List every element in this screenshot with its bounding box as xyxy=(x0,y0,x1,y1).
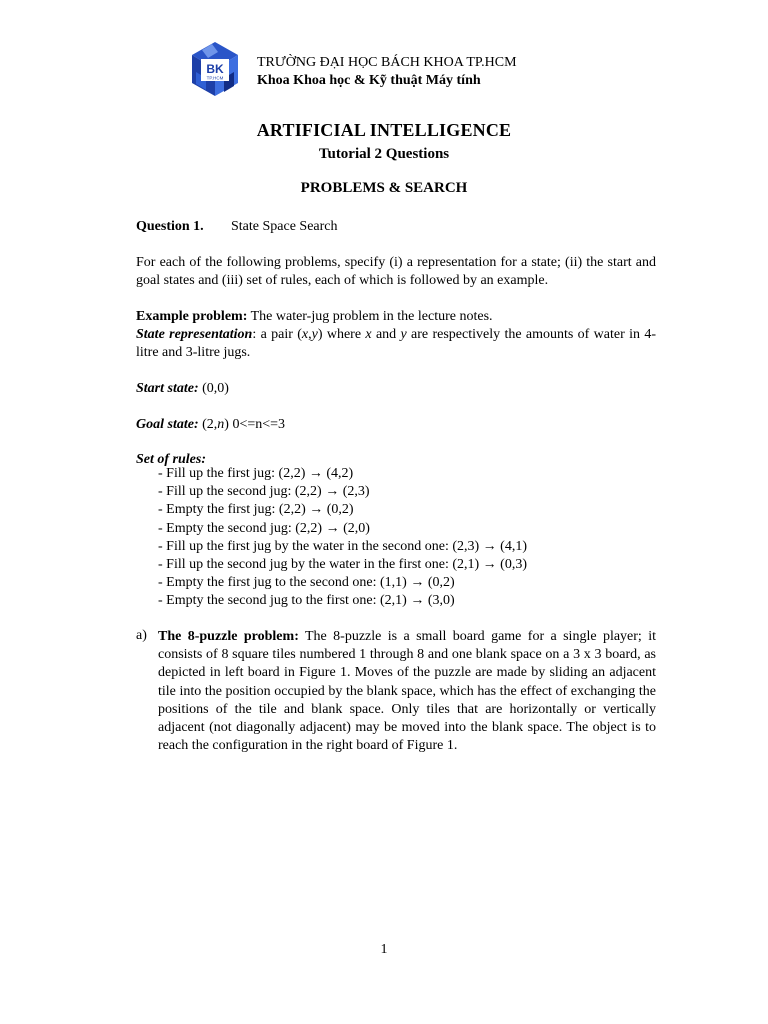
question-title: State Space Search xyxy=(231,219,338,234)
example-problem xyxy=(136,308,656,326)
rules-label: Set of rules: xyxy=(136,452,206,467)
example-text: The water-jug problem in the lecture notes. xyxy=(247,309,493,324)
comma: , xyxy=(308,327,312,342)
faculty-name: Khoa Khoa học & Kỹ thuật Máy tính xyxy=(257,73,481,88)
rules-list xyxy=(158,465,527,611)
university-name: TRƯỜNG ĐẠI HỌC BÁCH KHOA TP.HCM xyxy=(257,55,517,70)
item-a-marker: a) xyxy=(136,628,147,643)
question-intro: For each of the following problems, specify (i) a representation for a state; (ii) the start and goal states and (iii) set of rules, each of which is followed by an example. xyxy=(136,255,656,288)
goal-state xyxy=(136,416,656,434)
item-a-text: The 8-puzzle is a small board game for a single player; it consists of 8 square tiles numbered 1 through 8 and one blank space on a 3 x 3 board, as depicted in left board in Figure 1. Moves of the puzzle are made by sliding an adjacent tile into the position occupied by the blank space, which has the effect of exchanging the positions of the tile and blank space. Only tiles that are horizontally or vertically adjacent (not diagonally adjacent) may be moved into the blank space. The object is to reach the configuration in the right board of Figure 1. xyxy=(158,629,656,754)
state-text: are respectively the amounts of water in 4-litre and 3-litre jugs. xyxy=(136,327,656,360)
university-logo xyxy=(188,42,242,98)
goal-value: (2, xyxy=(198,417,218,432)
document-subtitle: Tutorial 2 Questions xyxy=(318,146,450,162)
start-value: (0,0) xyxy=(198,381,229,396)
state-text: ) where xyxy=(317,327,366,342)
logo-text: BK xyxy=(206,62,224,76)
logo-subtext: TP.HCM xyxy=(206,75,224,81)
page-number: 1 xyxy=(380,942,388,957)
list-item: - Fill up the second jug by the water in the first one: (2,1) → (0,3) xyxy=(158,557,527,573)
goal-label: Goal state: xyxy=(136,417,199,432)
question-label: Question 1. xyxy=(136,219,204,234)
start-state xyxy=(136,380,656,398)
list-item: - Empty the first jug to the second one: (1,1) → (0,2) xyxy=(158,575,455,591)
example-label: Example problem: xyxy=(136,309,248,324)
list-item: - Fill up the first jug by the water in the second one: (2,3) → (4,1) xyxy=(158,538,527,554)
goal-value: ) 0<=n<=3 xyxy=(224,417,286,432)
start-label: Start state: xyxy=(136,381,199,396)
var-y: y xyxy=(400,327,407,342)
state-text: and xyxy=(371,327,401,342)
list-item: - Fill up the second jug: (2,2) → (2,3) xyxy=(158,484,370,500)
var-n: n xyxy=(217,417,225,432)
var-y: y xyxy=(311,327,318,342)
var-x: x xyxy=(301,327,309,342)
item-a-paragraph xyxy=(158,628,656,755)
state-representation xyxy=(136,326,656,362)
section-heading: PROBLEMS & SEARCH xyxy=(300,180,468,196)
state-label: State representation xyxy=(136,327,253,342)
document-title: ARTIFICIAL INTELLIGENCE xyxy=(256,120,512,140)
list-item: - Empty the second jug to the first one: (2,1) → (3,0) xyxy=(158,593,455,609)
list-item: - Fill up the first jug: (2,2) → (4,2) xyxy=(158,466,354,481)
item-a-label: The 8-puzzle problem: xyxy=(158,629,299,644)
list-item: - Empty the first jug: (2,2) → (0,2) xyxy=(158,502,354,518)
var-x: x xyxy=(365,327,372,342)
state-text: : a pair ( xyxy=(252,327,302,342)
list-item: - Empty the second jug: (2,2) → (2,0) xyxy=(158,520,370,536)
